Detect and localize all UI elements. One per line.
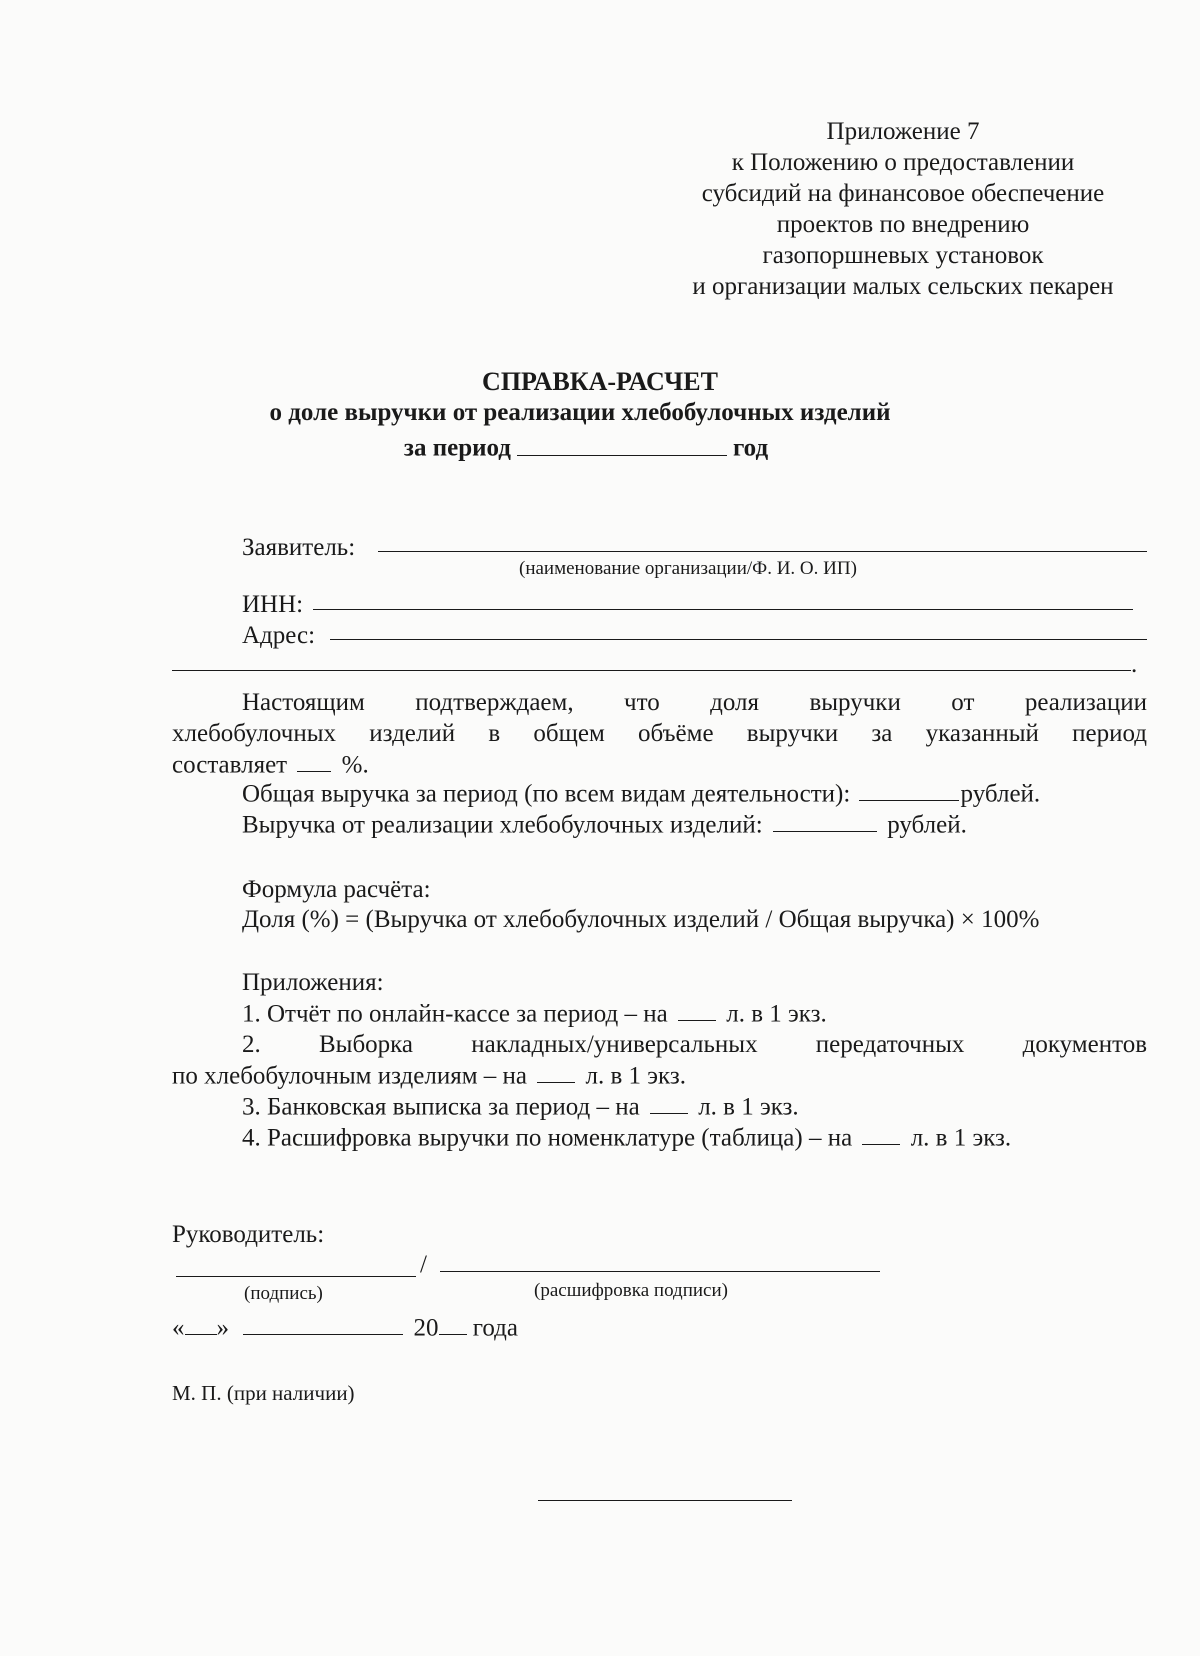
total-revenue-unit: рублей.: [960, 780, 1041, 808]
period-field[interactable]: [517, 432, 727, 456]
formula-label: Формула расчёта:: [242, 876, 431, 903]
total-revenue-line: [242, 779, 1040, 809]
attachment-item-2-text: по хлебобулочным изделиям – на: [172, 1062, 528, 1090]
attachment-item-1: [242, 999, 827, 1029]
attachments-label: Приложения:: [242, 969, 384, 996]
attachment-item-4-pages-field[interactable]: [862, 1123, 900, 1145]
body-line-1: Настоящим подтверждаем, что доля выручки от реализации: [242, 689, 1147, 716]
attachment-item-4-text: 4. Расшифровка выручки по номенклатуре (таблица) – на: [242, 1124, 853, 1152]
attachment-item-1-suffix: л. в 1 экз.: [726, 1000, 827, 1028]
period-prefix: за период: [403, 434, 511, 462]
bakery-revenue-field[interactable]: [773, 810, 877, 832]
bakery-revenue-label: Выручка от реализации хлебобулочных изделий:: [242, 811, 763, 839]
attachment-item-3-text: 3. Банковская выписка за период – на: [242, 1093, 640, 1121]
address-end-dot: .: [1131, 651, 1138, 678]
attachment-item-3-pages-field[interactable]: [650, 1092, 688, 1114]
head-label: Руководитель:: [172, 1221, 325, 1248]
date-year-field[interactable]: [439, 1313, 467, 1335]
signature-decode-field[interactable]: [440, 1271, 880, 1272]
address-field-continued[interactable]: [172, 670, 1131, 671]
formula-text: Доля (%) = (Выручка от хлебобулочных изделий / Общая выручка) × 100%: [242, 906, 1040, 933]
attachment-item-2-pages-field[interactable]: [537, 1061, 575, 1083]
footer-separator: [538, 1500, 792, 1501]
attachment-item-2-line-2: [172, 1061, 686, 1091]
date-year-suffix: года: [472, 1314, 518, 1342]
appendix-header: [660, 116, 1146, 302]
period-suffix: год: [732, 434, 769, 462]
attachment-item-2-line-1: 2. Выборка накладных/универсальных передаточных документов: [242, 1031, 1147, 1058]
share-suffix: %.: [341, 751, 369, 779]
attachment-item-1-pages-field[interactable]: [678, 999, 716, 1021]
signature-decode-hint: (расшифровка подписи): [534, 1280, 728, 1301]
appendix-line: к Положению о предоставлении: [731, 149, 1075, 176]
document-title: СПРАВКА-РАСЧЕТ: [482, 367, 718, 396]
date-quote-close: »: [216, 1314, 229, 1342]
applicant-hint: (наименование организации/Ф. И. О. ИП): [519, 558, 857, 579]
attachment-item-3: [242, 1092, 799, 1122]
applicant-label: Заявитель:: [242, 534, 356, 561]
signature-hint: (подпись): [244, 1283, 323, 1304]
bakery-revenue-unit: рублей.: [887, 811, 967, 839]
applicant-field[interactable]: [378, 551, 1147, 552]
date-day-field[interactable]: [185, 1313, 217, 1335]
appendix-line: субсидий на финансовое обеспечение: [701, 180, 1105, 207]
inn-label: ИНН:: [242, 591, 304, 618]
date-year-prefix: 20: [413, 1314, 439, 1342]
attachment-item-1-text: 1. Отчёт по онлайн-кассе за период – на: [242, 1000, 668, 1028]
period-line: [0, 432, 1186, 463]
date-month-field[interactable]: [243, 1313, 403, 1335]
share-prefix: составляет: [172, 751, 288, 779]
body-line-2: хлебобулочных изделий в общем объёме выручки за указанный период: [172, 720, 1147, 747]
address-label: Адрес:: [242, 622, 316, 649]
appendix-line: и организации малых сельских пекарен: [692, 273, 1114, 300]
date-line: [172, 1313, 518, 1343]
signature-slash: /: [420, 1251, 427, 1278]
attachment-item-4: [242, 1123, 1011, 1153]
document-subtitle: о доле выручки от реализации хлебобулочных изделий: [269, 399, 891, 426]
body-line-3: [172, 750, 369, 780]
share-percent-field[interactable]: [297, 750, 331, 772]
attachment-item-2-suffix: л. в 1 экз.: [585, 1062, 686, 1090]
total-revenue-field[interactable]: [859, 779, 959, 801]
appendix-line: Приложение 7: [826, 118, 980, 145]
attachment-item-3-suffix: л. в 1 экз.: [698, 1093, 799, 1121]
stamp-note: М. П. (при наличии): [172, 1381, 355, 1405]
inn-field[interactable]: [313, 609, 1133, 610]
signature-field[interactable]: [176, 1276, 416, 1277]
address-field[interactable]: [330, 639, 1147, 640]
date-quote-open: «: [172, 1314, 185, 1342]
appendix-line: газопоршневых установок: [762, 242, 1044, 269]
attachment-item-4-suffix: л. в 1 экз.: [910, 1124, 1012, 1152]
bakery-revenue-line: [242, 810, 967, 840]
appendix-line: проектов по внедрению: [776, 211, 1030, 238]
total-revenue-label: Общая выручка за период (по всем видам деятельности):: [242, 780, 851, 808]
